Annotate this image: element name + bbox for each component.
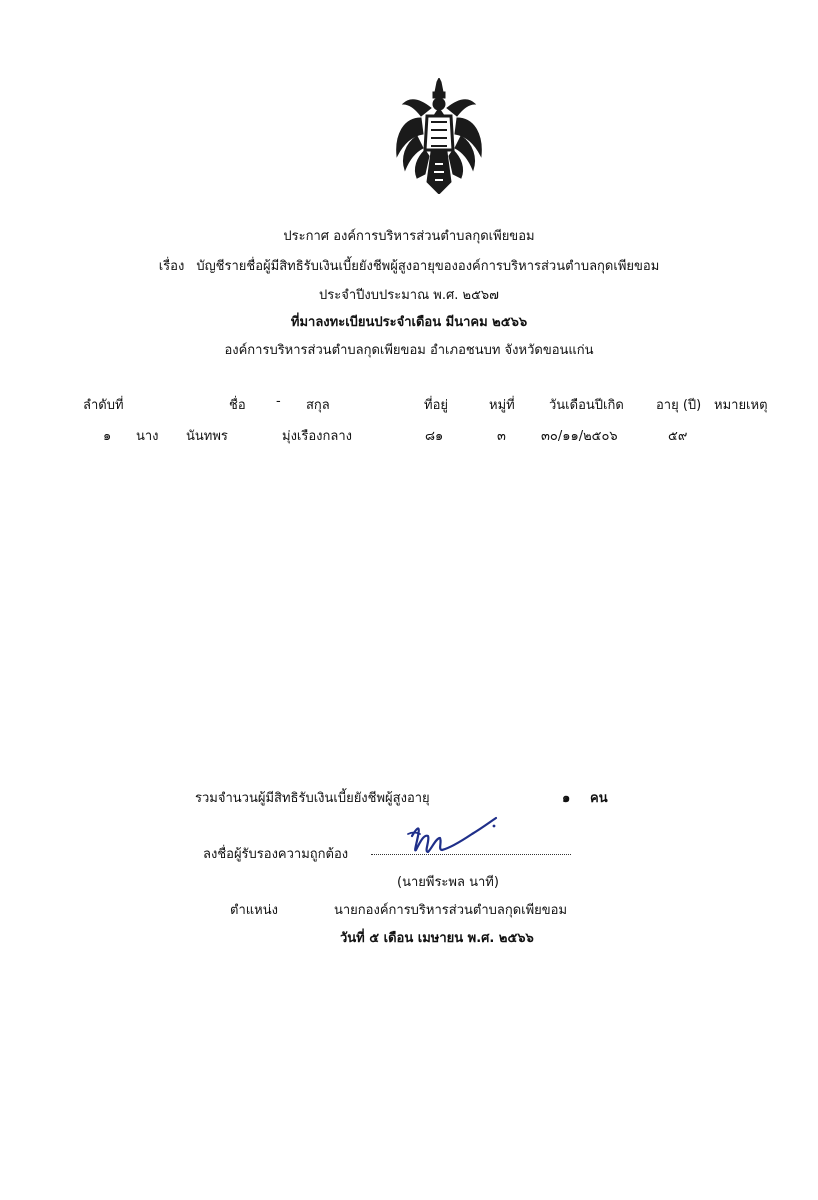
garuda-emblem-icon	[391, 78, 487, 194]
col-header-remark: หมายเหตุ	[714, 398, 768, 413]
fiscal-year-line: ประจำปีงบประมาณ พ.ศ. ๒๕๖๗	[319, 288, 499, 303]
total-label: รวมจำนวนผู้มีสิทธิรับเงินเบี้ยยังชีพผู้สูงอายุ	[195, 791, 430, 806]
row-first-name: นันทพร	[186, 429, 228, 444]
announcement-title: ประกาศ องค์การบริหารส่วนตำบลกุดเพียขอม	[283, 229, 535, 244]
organization-location-line: องค์การบริหารส่วนตำบลกุดเพียขอม อำเภอชนบท จังหวัดขอนแก่น	[224, 343, 594, 358]
col-header-order: ลำดับที่	[83, 398, 124, 413]
position-label: ตำแหน่ง	[230, 903, 278, 918]
row-birthdate: ๓๐/๑๑/๒๕๐๖	[541, 429, 618, 444]
registration-month-line: ที่มาลงทะเบียนประจำเดือน มีนาคม ๒๕๖๖	[290, 315, 528, 330]
col-header-age: อายุ (ปี)	[656, 398, 702, 413]
row-age: ๕๙	[668, 429, 688, 444]
col-header-village: หมู่ที่	[489, 398, 515, 413]
row-village: ๓	[497, 429, 506, 444]
announcement-subject	[0, 255, 818, 276]
row-order: ๑	[103, 429, 112, 444]
certify-label: ลงชื่อผู้รับรองความถูกต้อง	[203, 847, 349, 862]
subject-text: บัญชีรายชื่อผู้มีสิทธิรับเงินเบี้ยยังชีพผู้สูงอายุขององค์การบริหารส่วนตำบลกุดเพียขอม	[196, 259, 660, 274]
total-count: ๑	[562, 791, 571, 806]
row-address: ๘๑	[425, 429, 444, 444]
col-header-address: ที่อยู่	[424, 398, 448, 413]
subject-label: เรื่อง	[158, 259, 185, 274]
total-unit: คน	[590, 791, 608, 806]
col-header-dash: -	[276, 394, 281, 409]
row-surname: มุ่งเรืองกลาง	[282, 429, 352, 444]
col-header-surname: สกุล	[306, 398, 330, 413]
handwritten-signature	[398, 812, 502, 862]
announcement-date: วันที่ ๕ เดือน เมษายน พ.ศ. ๒๕๖๖	[340, 931, 534, 946]
row-title: นาง	[136, 429, 159, 444]
position-value: นายกองค์การบริหารส่วนตำบลกุดเพียขอม	[334, 903, 568, 918]
col-header-name: ชื่อ	[229, 398, 246, 413]
col-header-birthdate: วันเดือนปีเกิด	[549, 398, 624, 413]
signer-name: (นายพีระพล นาที)	[397, 875, 499, 890]
